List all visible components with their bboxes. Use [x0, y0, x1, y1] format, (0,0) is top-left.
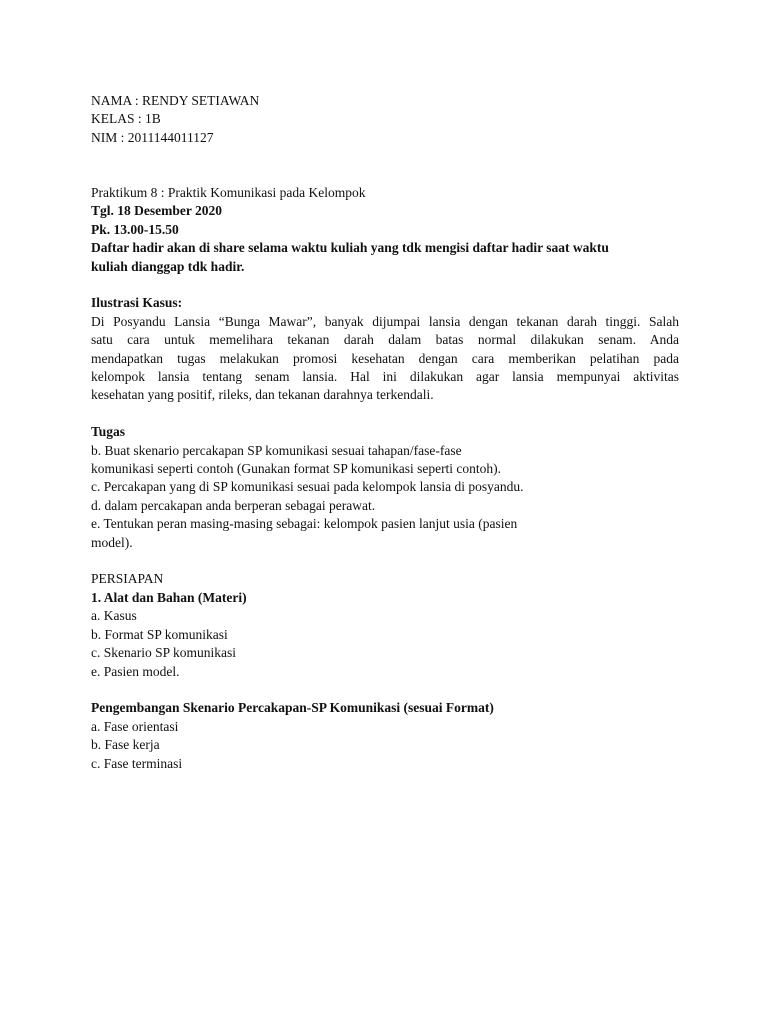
task-line: c. Percakapan yang di SP komunikasi sesuai pada kelompok lansia di posyandu. [91, 479, 524, 495]
document-body [91, 92, 679, 773]
development-block [91, 699, 679, 773]
identity-block [91, 92, 679, 147]
practicum-time: Pk. 13.00-15.50 [91, 221, 179, 237]
case-text-line: kesehatan yang positif, rileks, dan tekanan darahnya terkendali. [91, 387, 434, 403]
student-name: NAMA : RENDY SETIAWAN [91, 93, 260, 108]
student-nim: NIM : 2011144011127 [91, 129, 214, 145]
case-block [91, 294, 679, 404]
task-line: e. Tentukan peran masing-masing sebagai: kelompok pasien lanjut usia (pasien [91, 516, 518, 532]
task-line: d. dalam percakapan anda berperan sebagai perawat. [91, 497, 376, 513]
tasks-heading: Tugas [91, 424, 126, 440]
preparation-heading: PERSIAPAN [91, 571, 164, 587]
case-text-line: satu cara untuk memelihara tekanan darah dalam batas normal dilakukan senam. Anda [91, 332, 679, 348]
practicum-block [91, 184, 679, 276]
material-item: c. Skenario SP komunikasi [91, 645, 236, 661]
task-line: b. Buat skenario percakapan SP komunikasi sesuai tahapan/fase-fase [91, 442, 462, 458]
materials-heading: 1. Alat dan Bahan (Materi) [91, 589, 247, 605]
material-item: e. Pasien model. [91, 663, 180, 679]
practicum-date: Tgl. 18 Desember 2020 [91, 203, 222, 219]
phase-item: c. Fase terminasi [91, 755, 183, 771]
case-heading: Ilustrasi Kasus: [91, 295, 183, 311]
preparation-block [91, 570, 679, 680]
practicum-title: Praktikum 8 : Praktik Komunikasi pada Kelompok [91, 185, 366, 200]
material-item: b. Format SP komunikasi [91, 626, 228, 642]
attendance-notice-line: Daftar hadir akan di share selama waktu kuliah yang tdk mengisi daftar hadir saat waktu [91, 240, 609, 256]
phase-item: b. Fase kerja [91, 737, 160, 753]
student-class: KELAS : 1B [91, 111, 161, 127]
case-text-line: mendapatkan tugas melakukan promosi kesehatan dengan cara memberikan pelatihan pada [91, 350, 679, 366]
case-text-line: Di Posyandu Lansia “Bunga Mawar”, banyak dijumpai lansia dengan tekanan darah tinggi. Salah [91, 313, 679, 329]
material-item: a. Kasus [91, 608, 137, 624]
phase-item: a. Fase orientasi [91, 718, 179, 734]
attendance-notice-line: kuliah dianggap tdk hadir. [91, 258, 245, 274]
tasks-block [91, 423, 679, 552]
case-text-line: kelompok lansia tentang senam lansia. Hal ini dilakukan agar lansia mempunyai aktivitas [91, 369, 679, 385]
task-line: model). [91, 534, 133, 550]
task-line: komunikasi seperti contoh (Gunakan format SP komunikasi seperti contoh). [91, 461, 502, 477]
development-heading: Pengembangan Skenario Percakapan-SP Komunikasi (sesuai Format) [91, 700, 494, 716]
